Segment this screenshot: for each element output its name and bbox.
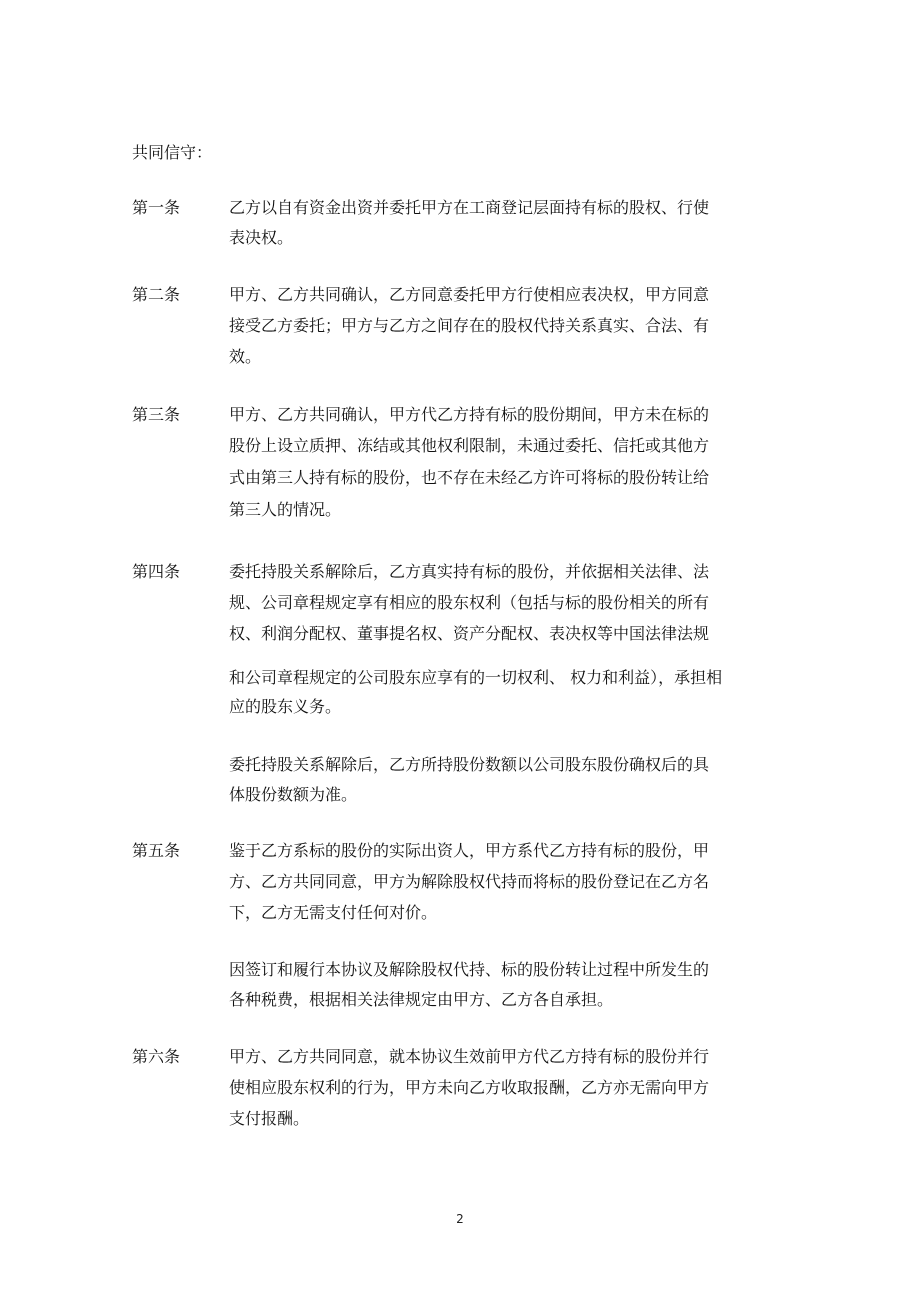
- article-5-paragraph2-line-1: 因签订和履行本协议及解除股权代持、标的股份转让过程中所发生的: [229, 960, 710, 979]
- article-4-paragraph2-line-1: 委托持股关系解除后，乙方所持股份数额以公司股东股份确权后的具: [229, 755, 710, 774]
- article-5-label: 第五条: [132, 841, 181, 860]
- article-3-line-3: 式由第三人持有标的股份，也不存在未经乙方许可将标的股份转让给: [229, 468, 710, 487]
- article-6-label: 第六条: [132, 1047, 181, 1066]
- article-4-label: 第四条: [132, 562, 181, 581]
- article-4-paragraph2-line-2: 体股份数额为准。: [229, 785, 358, 804]
- article-6-line-1: 甲方、乙方共同同意，就本协议生效前甲方代乙方持有标的股份并行: [229, 1047, 710, 1066]
- article-4-continuation-2: 应的股东义务。: [229, 697, 342, 716]
- article-4-line-1: 委托持股关系解除后，乙方真实持有标的股份，并依据相关法律、法: [229, 562, 710, 581]
- intro-text: 共同信守：: [132, 143, 213, 162]
- article-5-line-1: 鉴于乙方系标的股份的实际出资人，甲方系代乙方持有标的股份，甲: [229, 841, 710, 860]
- article-3-line-2: 股份上设立质押、冻结或其他权利限制，未通过委托、信托或其他方: [229, 436, 710, 455]
- article-2-line-1: 甲方、乙方共同确认，乙方同意委托甲方行使相应表决权，甲方同意: [229, 285, 710, 304]
- article-6-line-2: 使相应股东权利的行为，甲方未向乙方收取报酬，乙方亦无需向甲方: [229, 1078, 710, 1097]
- article-2-line-2: 接受乙方委托；甲方与乙方之间存在的股权代持关系真实、合法、有: [229, 316, 710, 335]
- article-4-line-2: 规、公司章程规定享有相应的股东权利（包括与标的股份相关的所有: [229, 593, 710, 612]
- article-3-line-1: 甲方、乙方共同确认，甲方代乙方持有标的股份期间，甲方未在标的: [229, 405, 710, 424]
- article-3-label: 第三条: [132, 405, 181, 424]
- page-number: 2: [456, 1212, 464, 1226]
- article-5-line-2: 方、乙方共同同意，甲方为解除股权代持而将标的股份登记在乙方名: [229, 872, 710, 891]
- article-4-continuation-1: 和公司章程规定的公司股东应享有的一切权利、 权力和利益），承担相: [229, 668, 723, 687]
- article-3-line-4: 第三人的情况。: [229, 500, 342, 519]
- article-2-label: 第二条: [132, 285, 181, 304]
- article-1-label: 第一条: [132, 198, 181, 217]
- article-4-line-3: 权、利润分配权、董事提名权、资产分配权、表决权等中国法律法规: [229, 624, 710, 643]
- article-1-line-2: 表决权。: [229, 228, 294, 247]
- article-1-line-1: 乙方以自有资金出资并委托甲方在工商登记层面持有标的股权、行使: [229, 198, 710, 217]
- article-6-line-3: 支付报酬。: [229, 1109, 310, 1128]
- article-5-paragraph2-line-2: 各种税费，根据相关法律规定由甲方、乙方各自承担。: [229, 990, 614, 1009]
- article-2-line-3: 效。: [229, 347, 262, 366]
- article-5-line-3: 下，乙方无需支付任何对价。: [229, 903, 438, 922]
